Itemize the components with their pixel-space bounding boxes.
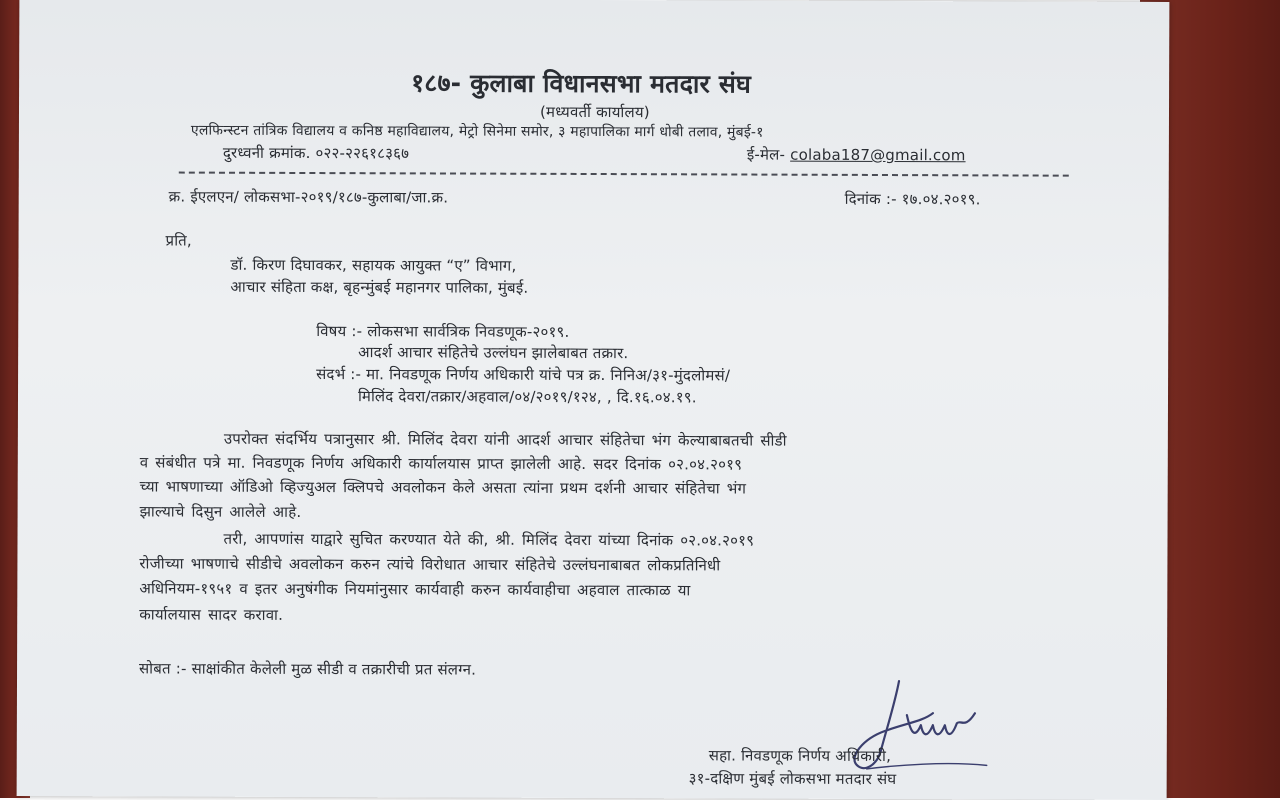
- letterhead-divider: [179, 172, 1069, 177]
- letter-paper: [17, 0, 1170, 800]
- reference-number: क्र. ईएलएन/ लोकसभा-२०१९/१८७-कुलाबा/जा.क्र.: [168, 187, 449, 207]
- body-line: रोजीच्या भाषणाचे सीडीचे अवलोकन करुन त्यांचे विरोधात आचार संहितेचे उल्लंघनाबाबत लोकप्रतिनिधी: [139, 554, 721, 575]
- subject-line-2: आदर्श आचार संहितेचे उल्लंघन झालेबाबत तक्रार.: [358, 343, 629, 363]
- handwritten-signature: [837, 673, 997, 784]
- letterhead-email: [747, 145, 966, 166]
- body-line: तरी, आपणांस याद्वारे सुचित करण्यात येते की, श्री. मिलिंद देवरा यांच्या दिनांक ०२.०४.२०१९: [223, 529, 755, 550]
- letterhead-subtitle: (मध्यवर्ती कार्यालय): [539, 102, 650, 122]
- recipient-line-1: डॉ. किरण दिघावकर, सहायक आयुक्त “ए” विभाग,: [230, 255, 517, 275]
- signatory-title: सहा. निवडणूक निर्णय अधिकारी,: [708, 746, 892, 766]
- body-line: झाल्याचे दिसुन आलेले आहे.: [139, 502, 302, 521]
- letterhead-address: एलफिन्स्टन तांत्रिक विद्यालय व कनिष्ठ महाविद्यालय, मेट्रो सिनेमा समोर, ३ महापालिका मार्ग धोबी तलाव, मुंबई-१: [190, 122, 764, 141]
- body-line: अधिनियम-१९५१ व इतर अनुषंगीक नियमांनुसार कार्यवाही करुन कार्यवाहीचा अहवाल तात्काळ या: [139, 579, 691, 600]
- subject-line-1: विषय :- लोकसभा सार्वत्रिक निवडणूक-२०१९.: [316, 322, 570, 341]
- letterhead-title: १८७- कुलाबा विधानसभा मतदार संघ: [411, 68, 752, 99]
- reference-line-2: मिलिंद देवरा/तक्रार/अहवाल/०४/२०१९/१२४, , दि.१६.०४.१९.: [357, 387, 697, 407]
- recipient-line-2: आचार संहिता कक्ष, बृहन्मुंबई महानगर पालिका, मुंबई.: [230, 277, 529, 297]
- body-line: उपरोक्त संदर्भिय पत्रानुसार श्री. मिलिंद देवरा यांनी आदर्श आचार संहितेचा भंग केल्याबाबतची सीडी: [223, 429, 787, 450]
- signatory-constituency: ३१-दक्षिण मुंबई लोकसभा मतदार संघ: [688, 769, 897, 789]
- enclosure-note: सोबत :- साक्षांकीत केलेली मुळ सीडी व तक्रारीची प्रत संलग्न.: [139, 659, 477, 679]
- body-line: व संबंधीत पत्रे मा. निवडणूक निर्णय अधिकारी कार्यालयास प्राप्त झालेली आहे. सदर दिनांक ०२.०४.२०१९: [139, 453, 743, 474]
- reference-line-1: संदर्भ :- मा. निवडणूक निर्णय अधिकारी यांचे पत्र क्र. निनिअ/३१-मुंदलोमसं/: [316, 365, 731, 385]
- email-label: ई-मेल-: [746, 145, 786, 164]
- recipient-salutation: प्रति,: [165, 231, 192, 250]
- email-address: colaba187@gmail.com: [790, 145, 966, 165]
- letter-date: दिनांक :- १७.०४.२०१९.: [844, 189, 981, 209]
- body-line: कार्यालयास सादर करावा.: [139, 605, 284, 624]
- body-line: च्या भाषणाच्या ऑडिओ व्हिज्युअल क्लिपचे अवलोकन केले असता त्यांना प्रथम दर्शनी आचार संहितेचा भंग: [139, 477, 747, 498]
- letter-document: [17, 0, 1170, 800]
- letterhead-phone: दुरध्वनी क्रमांक. ०२२-२२६१८३६७: [222, 143, 410, 163]
